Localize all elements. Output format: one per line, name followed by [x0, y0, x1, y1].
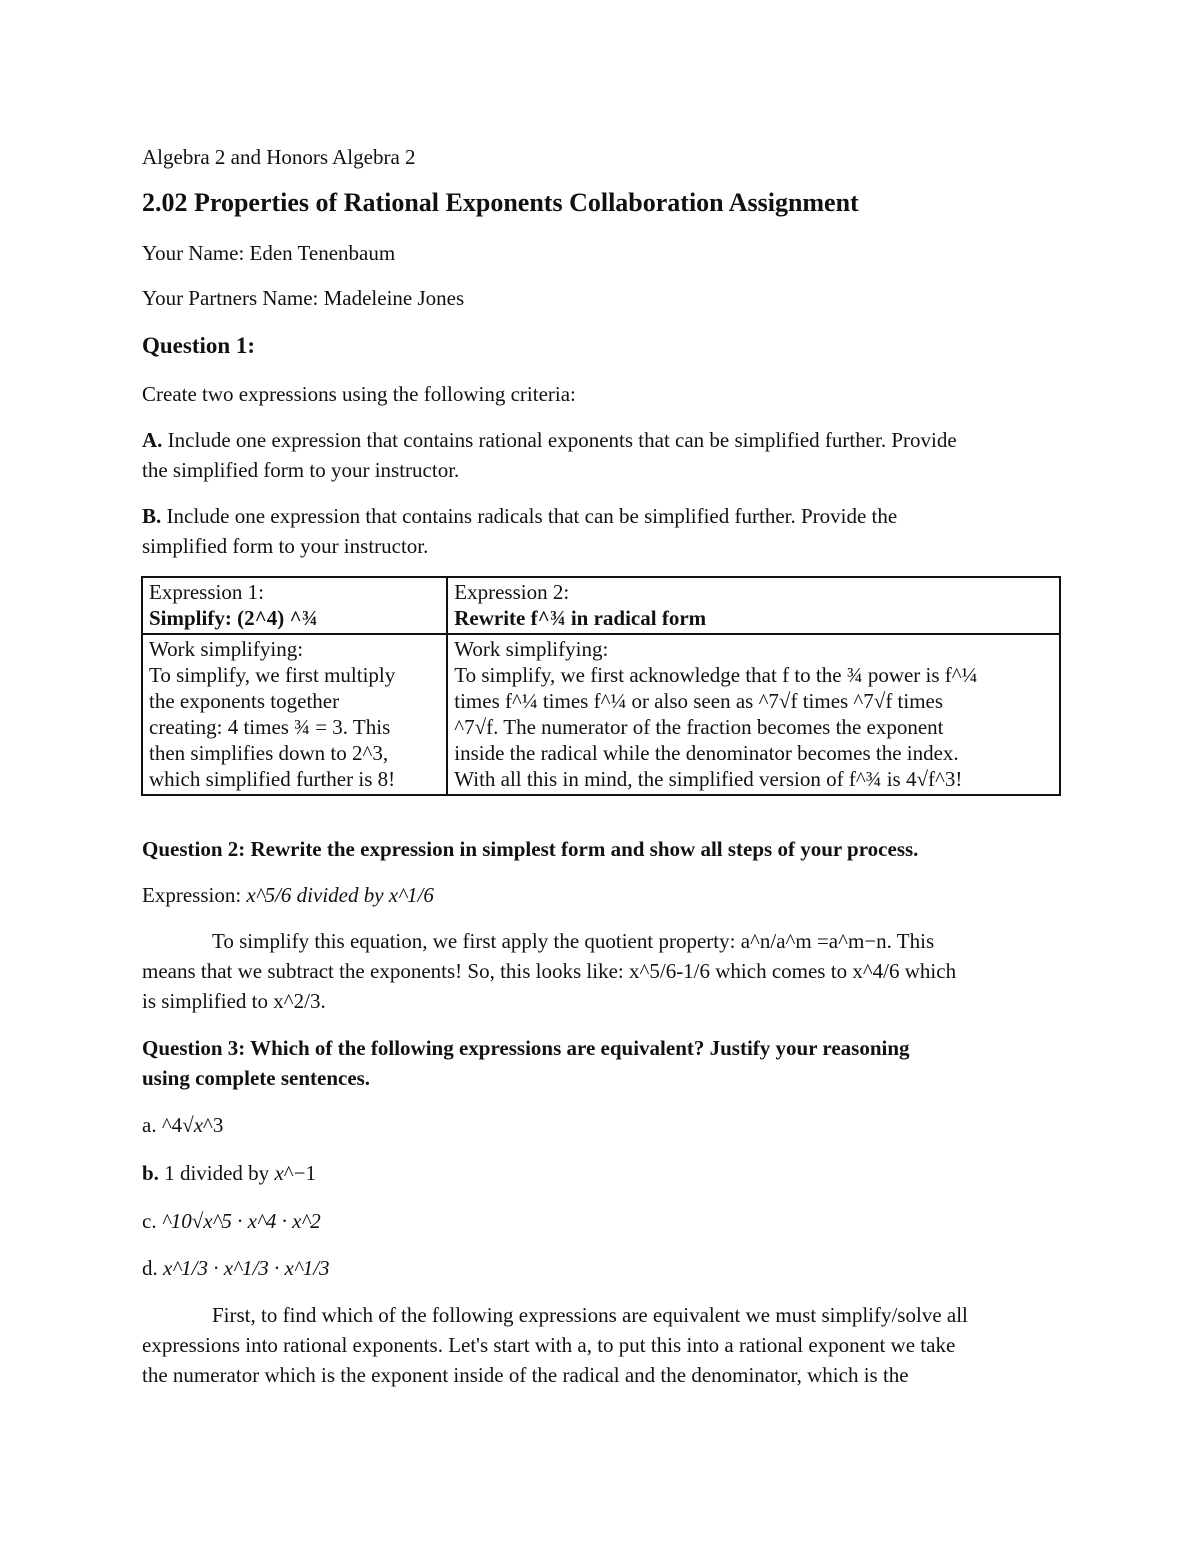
option-a-variable: x — [193, 1113, 204, 1137]
expressions-table — [141, 576, 1061, 796]
work-2-line: times f^¼ times f^¼ or also seen as ^7√f times ^7√f times — [454, 689, 944, 713]
question-2-body-line-1: To simplify this equation, we first apply the quotient property: a^n/a^m =a^m−n. This — [212, 929, 935, 953]
criteria-b-label: B. — [142, 504, 162, 528]
question-2-expression — [142, 880, 434, 910]
question-2-heading: Question 2: Rewrite the expression in simplest form and show all steps of your process. — [142, 837, 919, 861]
assignment-title: 2.02 Properties of Rational Exponents Collaboration Assignment — [142, 188, 859, 217]
question-3-heading-line-2: using complete sentences. — [142, 1066, 371, 1090]
expression-2-title: Rewrite f^¾ in radical form — [454, 606, 707, 630]
expression-1-cell — [142, 577, 447, 634]
option-b-text: 1 divided by — [158, 1161, 275, 1185]
option-c-text: ^10√x^5 · x^4 · x^2 — [161, 1209, 321, 1233]
option-c — [142, 1206, 321, 1236]
expression-2-label: Expression 2: — [454, 580, 570, 604]
criteria-b-line-2: simplified form to your instructor. — [142, 534, 429, 558]
criteria-b-line-1 — [142, 501, 897, 531]
question-3-body-line-3: the numerator which is the exponent inside of the radical and the denominator, which is the — [142, 1363, 909, 1387]
work-1-line: which simplified further is 8! — [149, 767, 396, 791]
work-1-cell — [142, 634, 447, 795]
work-2-line: ^7√f. The numerator of the fraction becomes the exponent — [454, 715, 944, 739]
option-b-label: b. — [142, 1161, 159, 1185]
work-1-line: the exponents together — [149, 689, 340, 713]
option-a-radical: ^4√ — [161, 1113, 194, 1137]
question-2-body-line-3: is simplified to x^2/3. — [142, 989, 326, 1013]
option-d-label: d. — [142, 1256, 163, 1280]
option-d — [142, 1253, 330, 1283]
option-a — [142, 1110, 223, 1140]
question-2-body-line-2: means that we subtract the exponents! So, this looks like: x^5/6-1/6 which comes to x^4/6 which — [142, 959, 957, 983]
option-d-text: x^1/3 · x^1/3 · x^1/3 — [163, 1256, 330, 1280]
expression-1-title: Simplify: (2^4) ^¾ — [149, 606, 318, 630]
question-3-body-line-1: First, to find which of the following expressions are equivalent we must simplify/solve all — [212, 1303, 968, 1327]
question-2-expression-label: Expression: — [142, 883, 247, 907]
criteria-a-label: A. — [142, 428, 163, 452]
work-1-line: then simplifies down to 2^3, — [149, 741, 389, 765]
work-row — [142, 634, 1060, 795]
expression-1-label: Expression 1: — [149, 580, 264, 604]
option-c-label: c. — [142, 1209, 162, 1233]
criteria-a-text: Include one expression that contains rational exponents that can be simplified further. Provide — [162, 428, 957, 452]
criteria-a-line-2: the simplified form to your instructor. — [142, 458, 460, 482]
option-b-variable: x — [274, 1161, 284, 1185]
work-2-label: Work simplifying: — [454, 637, 609, 661]
partner-name: Your Partners Name: Madeleine Jones — [142, 286, 465, 310]
work-2-line: inside the radical while the denominator becomes the index. — [454, 741, 959, 765]
work-2-line: With all this in mind, the simplified version of f^¾ is 4√f^3! — [454, 767, 963, 791]
criteria-a-line-1 — [142, 425, 957, 455]
option-b-exponent: ^−1 — [283, 1161, 316, 1185]
option-a-exponent: ^3 — [203, 1113, 224, 1137]
student-name: Your Name: Eden Tenenbaum — [142, 241, 396, 265]
option-a-label: a. — [142, 1113, 162, 1137]
question-3-body-line-2: expressions into rational exponents. Let's start with a, to put this into a rational exponent we take — [142, 1333, 956, 1357]
work-2-line: To simplify, we first acknowledge that f to the ¾ power is f^¼ — [454, 663, 978, 687]
expressions-header-row — [142, 577, 1060, 634]
work-1-line: creating: 4 times ¾ = 3. This — [149, 715, 391, 739]
question-2-expression-value: x^5/6 divided by x^1/6 — [246, 883, 434, 907]
expression-2-cell — [447, 577, 1060, 634]
question-1-intro: Create two expressions using the following criteria: — [142, 382, 576, 406]
question-1-heading: Question 1: — [142, 333, 256, 358]
work-1-line: To simplify, we first multiply — [149, 663, 396, 687]
option-b — [142, 1158, 316, 1188]
work-2-cell — [447, 634, 1060, 795]
course-name: Algebra 2 and Honors Algebra 2 — [142, 145, 416, 169]
question-3-heading-line-1: Question 3: Which of the following expressions are equivalent? Justify your reasoning — [142, 1036, 910, 1060]
work-1-label: Work simplifying: — [149, 637, 304, 661]
criteria-b-text: Include one expression that contains radicals that can be simplified further. Provide the — [161, 504, 898, 528]
